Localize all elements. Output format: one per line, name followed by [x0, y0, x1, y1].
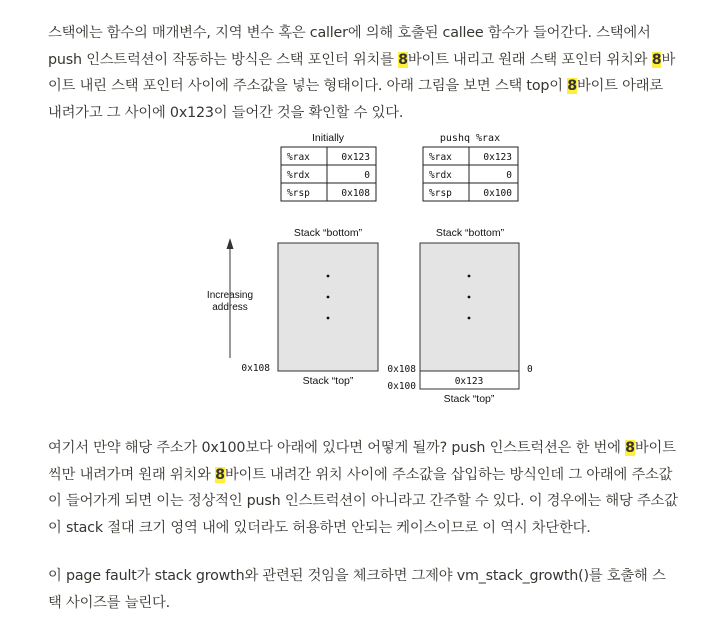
arrow-label: address — [212, 302, 248, 313]
reg-name: %rdx — [429, 170, 452, 181]
highlight-8: 8 — [567, 78, 577, 95]
text-line: 이 stack 절대 크기 영역 내에 있더라도 허용하면 안되는 케이스이므로 이 역시 차단한다. — [48, 519, 591, 536]
reg-value: 0 — [506, 170, 512, 181]
text-line: push 인스트럭션이 작동하는 방식은 스택 포인터 위치를 8바이트 내리고 원래 스택 포인터 위치와 8바 — [48, 51, 676, 68]
text-line: 씩만 내려가며 원래 위치와 8바이트 내려간 위치 사이에 주소값을 삽입하는 방식인데 그 아래에 주소값 — [48, 466, 673, 483]
pushed-value: 0x123 — [454, 376, 484, 387]
reg-name: %rsp — [429, 188, 452, 199]
text-line: 여기서 만약 해당 주소가 0x100보다 아래에 있다면 어떻게 될까? push 인스트럭션은 한 번에 8바이트 — [48, 440, 676, 456]
reg-value: 0 — [364, 170, 370, 181]
paragraph-stack-growth — [48, 563, 688, 616]
highlight-8: 8 — [651, 51, 662, 68]
stack-box-pushq — [420, 243, 519, 389]
text-line: 스택에는 함수의 매개변수, 지역 변수 혹은 caller에 의해 호출된 callee 함수가 들어간다. 스택에서 — [48, 25, 651, 41]
stray-digit: 0 — [527, 364, 533, 375]
reg-value: 0x108 — [341, 188, 370, 199]
text-line: 이트 내린 스택 포인터 사이에 주소값을 넣는 형태이다. 아래 그림을 보면 스택 top이 8바이트 아래로 — [48, 78, 663, 95]
reg-name: %rax — [429, 152, 452, 163]
address-label: 0x108 — [241, 363, 270, 374]
stack-top-label: Stack “top” — [443, 393, 495, 405]
text-line: 이 들어가게 되면 이는 정상적인 push 인스트럭션이 아니라고 간주할 수 있다. 이 경우에는 해당 주소값 — [48, 493, 678, 510]
reg-value: 0x123 — [341, 152, 370, 163]
reg-value: 0x100 — [483, 188, 512, 199]
register-table-pushq — [423, 147, 518, 201]
arrow-label: Increasing — [206, 290, 254, 301]
address-label: 0x108 — [387, 364, 416, 375]
text-line: 택 사이즈를 늘린다. — [48, 594, 170, 611]
highlight-8: 8 — [625, 440, 635, 456]
highlight-8: 8 — [398, 51, 408, 68]
address-label: 0x100 — [387, 381, 416, 392]
highlight-8: 8 — [215, 466, 225, 483]
stack-top-label: Stack “top” — [302, 375, 354, 387]
stack-bottom-label: Stack “bottom” — [435, 227, 505, 239]
stack-bottom-label: Stack “bottom” — [293, 227, 363, 239]
stack-box-initial — [278, 243, 378, 371]
text-line: 내려가고 그 사이에 0x123이 들어간 것을 확인할 수 있다. — [48, 104, 404, 121]
register-table-initial — [281, 147, 376, 201]
reg-name: %rax — [287, 152, 310, 163]
reg-name: %rsp — [287, 188, 310, 199]
reg-name: %rdx — [287, 170, 310, 181]
text-line: 이 page fault가 stack growth와 관련된 것임을 체크하면 그제야 vm_stack_growth()를 호출해 스 — [48, 568, 666, 584]
paragraph-push-check — [48, 435, 688, 541]
figure-title-pushq: pushq %rax — [439, 133, 501, 144]
figure-title-initially: Initially — [311, 132, 345, 144]
reg-value: 0x123 — [483, 152, 512, 163]
